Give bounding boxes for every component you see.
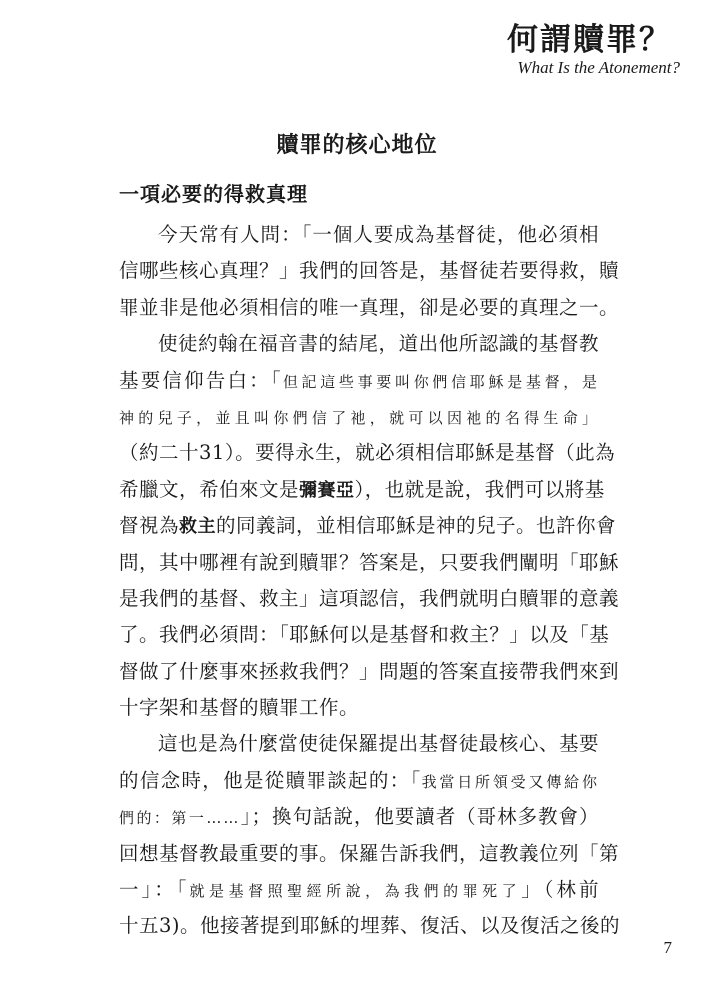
text-segment: 希臘文，希伯來文是 <box>119 477 300 501</box>
text-line: 了。我們必須問：「耶穌何以是基督和救主？」以及「基 <box>119 623 610 647</box>
header-title-en: What Is the Atonement? <box>517 58 680 77</box>
chapter-title: 贖罪的核心地位 <box>276 132 438 158</box>
text-segment: 督視為 <box>119 514 180 538</box>
text-line: （約二十31）。要得永生，就必須相信耶穌是基督（此為 <box>119 441 616 465</box>
scripture-quote: 但記這些事要叫你們信耶穌是基督，是 <box>282 372 599 391</box>
section-title: 一項必要的得救真理 <box>119 182 308 206</box>
text-line <box>119 363 599 399</box>
text-segment: 基要信仰告白：「 <box>119 368 283 392</box>
scripture-quote: 們的：第一…… <box>119 809 241 828</box>
text-line: 使徒約翰在福音書的結尾，道出他所認識的基督教 <box>158 332 599 356</box>
text-line <box>119 763 599 799</box>
text-line <box>119 472 605 508</box>
text-line <box>119 872 599 908</box>
text-line: 今天常有人問：「一個人要成為基督徒，他必須相 <box>158 223 599 246</box>
text-line <box>119 508 617 544</box>
text-line <box>119 799 599 835</box>
text-line: 督做了什麼事來拯救我們？」問題的答案直接帶我們來到 <box>119 659 620 683</box>
emphasis-term: 彌賽亞 <box>299 479 355 501</box>
text-line: 回想基督教最重要的事。保羅告訴我們，這教義位列「第 <box>119 841 620 865</box>
text-line: 信哪些核心真理？」我們的回答是，基督徒若要得救，贖 <box>119 259 620 283</box>
running-header <box>507 22 680 78</box>
emphasis-term: 救主 <box>179 516 217 538</box>
text-line: 十五3)。他接著提到耶穌的埋葬、復活、以及復活之後的 <box>119 914 621 938</box>
text-line: 這也是為什麼當使徒保羅提出基督徒最核心、基要 <box>158 732 599 756</box>
scripture-quote: 神的兒子，並且叫你們信了祂，就可以因祂的名得生命」 <box>119 408 599 427</box>
text-line: 是我們的基督、救主」這項認信，我們就明白贖罪的意義 <box>119 586 620 610</box>
text-line: 罪並非是他必須相信的唯一真理，卻是必要的真理之一。 <box>119 295 620 319</box>
text-segment: 一」：「 <box>119 878 190 902</box>
scripture-quote: 就是基督照聖經所說，為我們的罪死了 <box>189 882 522 901</box>
text-line: 問，其中哪裡有說到贖罪？答案是，只要我們闡明「耶穌 <box>119 550 620 574</box>
text-segment: 」；換句話說，他要讀者（哥林多教會） <box>240 805 599 829</box>
text-line: 十字架和基督的贖罪工作。 <box>119 696 360 720</box>
header-title-zh: 何謂贖罪？ <box>507 22 672 58</box>
scripture-quote: 我當日所領受又傳給你 <box>421 772 599 791</box>
body-text <box>119 217 621 945</box>
text-line <box>119 399 599 435</box>
text-segment: 的信念時，他是從贖罪談起的：「 <box>119 768 422 792</box>
text-segment: ），也就是說，我們可以將基 <box>354 477 605 501</box>
page-number: 7 <box>663 938 672 957</box>
text-segment: 」（林前 <box>521 878 599 902</box>
text-segment: 的同義詞，並相信耶穌是神的兒子。也許你會 <box>216 514 617 538</box>
